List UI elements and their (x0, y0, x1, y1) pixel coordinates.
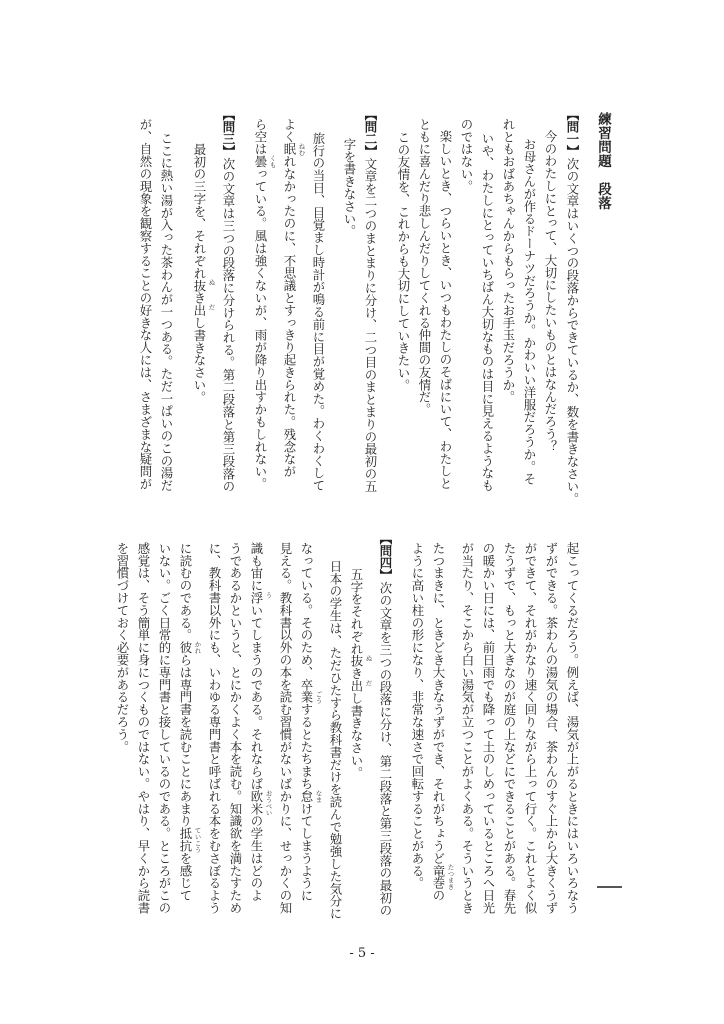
text-line (136, 542, 150, 914)
text-line (282, 118, 306, 478)
text-run: ように高い柱の形になり、非常な速さで回転することがある。 (410, 542, 425, 890)
text-run: 字を書きなさい。 (342, 138, 357, 238)
text-run: が、自然の現象を観察することの好きな人には、さまざまな疑問が (138, 118, 153, 490)
ruby-base-kanji: 眠 (282, 142, 297, 156)
question-label: 【問二】 (363, 108, 378, 158)
text-line (396, 131, 410, 391)
text-run: 見える。教科書以外の本を読む習慣がないばかりに、せっかくの知 (278, 542, 293, 914)
text-run: っている。風は強くないが、雨が降り出すかもしれない。 (253, 167, 268, 491)
text-line (253, 118, 277, 491)
ruby-base-kanji: 彼 (178, 641, 193, 654)
ruby-base-kanji: 欧米 (249, 790, 264, 815)
text-run: 感覚は、そう簡単に身につくものではない。やはり、早くから読書 (136, 542, 151, 914)
text-run: 最初の三字を、それぞれ (192, 143, 207, 280)
text-line (311, 132, 325, 492)
text-run: ら空は (253, 118, 268, 156)
text-run: なっている。そのため、卒 (299, 542, 314, 691)
text-run: 旅行の当日、目覚まし時計が鳴る前に目が覚めた。わくわくして (311, 132, 326, 492)
text-run: ともに喜んだり悲しんだりしてくれる仲間の友情だ。 (417, 118, 432, 416)
text-line (543, 130, 557, 452)
furigana: かれ (193, 641, 202, 655)
furigana: だ (364, 679, 373, 687)
text-line (417, 118, 431, 416)
text-line (342, 138, 356, 237)
text-run: の暖かい日には、前日雨でも降って土のしめっているところへ日光 (481, 542, 496, 914)
text-run: よく (282, 118, 297, 143)
ruby-base-kanji: 出 (192, 304, 207, 317)
text-line (299, 542, 323, 902)
text-line (480, 132, 494, 492)
text-run: に、教科書以外にも、いわゆる専門書と呼ばれる本をむさぼるよう (207, 542, 222, 914)
text-line (249, 542, 273, 902)
furigana: おうべい (264, 790, 273, 817)
furigana: なま (314, 790, 323, 804)
text-line (410, 542, 424, 889)
question-label: 【問四】 (378, 532, 393, 582)
text-run: の学生はどのよ (249, 814, 264, 902)
text-run: いない。ごく日常的に専門書と接しているのである。ところがこの (157, 542, 172, 914)
text-run: き (349, 667, 364, 680)
question-label: 【問一】 (565, 108, 580, 158)
text-line (178, 542, 202, 902)
page-title: 練習問題 段落 (595, 112, 611, 210)
question-prompt (363, 108, 377, 492)
ruby-base-kanji: 怠 (299, 790, 314, 803)
furigana: たつまき (446, 864, 455, 891)
text-run: のではない。 (459, 118, 474, 193)
furigana: だ (207, 304, 216, 311)
ruby-base-kanji: 浮 (249, 591, 264, 605)
furigana: ねむ (297, 142, 306, 156)
text-run: 日本の学生は、ただひたすら教科書だけを読んで勉強した気分に (328, 560, 343, 920)
ruby-base-kanji: 抜 (349, 654, 364, 668)
text-line (157, 542, 171, 914)
text-line (431, 542, 455, 902)
text-line (544, 542, 558, 914)
text-run: 識も宙に (249, 542, 264, 592)
text-run: し書きなさい。 (349, 692, 364, 779)
text-line (460, 542, 474, 914)
page-number: - 5 - (349, 946, 375, 961)
question-prompt (565, 108, 579, 505)
text-line (502, 542, 516, 914)
text-run: たうずで、もっと大きなのが庭の上などにできることがある。春先 (502, 542, 517, 914)
furigana: ぬ (207, 279, 216, 286)
text-run: を習慣づけておく必要があるだろう。 (115, 542, 130, 753)
text-run: らは専門書を読むことにあまり (178, 653, 193, 828)
text-run: が当たり、そこから白い湯気が立つことがよくある。そういうとき (460, 542, 475, 914)
text-line (328, 560, 342, 920)
text-run: 次の文章はいくつの段落からできているか、数を書きなさい。 (565, 157, 580, 505)
text-line (138, 118, 152, 490)
furigana: う (264, 591, 273, 599)
text-run: この友情を、これからも大切にしていきたい。 (396, 131, 411, 392)
ruby-base-kanji: 曇 (253, 155, 268, 168)
text-line (522, 138, 536, 485)
text-run: 起こってくるだろう。例えば、湯気が上がるときにはいろいろなう (565, 542, 580, 914)
text-run: ができて、それがかなり速く回りながら上って行く。これとよく似 (523, 542, 538, 914)
text-run: の (431, 889, 446, 902)
text-run: たつまきに、ときどき大きなうずができ、それがちょうど (431, 542, 446, 865)
text-run: うであるかというと、とにかくよく本を読む。知識欲を満たすため (228, 542, 243, 914)
text-line (159, 132, 173, 492)
furigana: ぬ (364, 654, 373, 662)
text-run: れともおばあちゃんからもらったお手玉だろうか。 (501, 118, 516, 404)
furigana: くも (268, 155, 277, 169)
text-line (459, 118, 473, 192)
text-line (115, 542, 129, 753)
ruby-base-kanji: 抜 (192, 279, 207, 292)
text-run: 今のわたしにとって、大切にしたいものとはなんだろう？ (543, 130, 558, 453)
text-run: お母さんが作るドーナツだろうか。かわいい洋服だろうか。そ (522, 138, 537, 486)
text-line (565, 542, 579, 914)
text-run: を感じて (178, 852, 193, 902)
text-run: 次の文章は三つの段落に分けられる。第二段落と第三段落の (221, 157, 236, 493)
ruby-base-kanji: 業 (299, 690, 314, 704)
text-line (228, 542, 242, 914)
text-run: するとたちまち (299, 703, 314, 791)
text-run: ずができる。茶わんの湯気の場合、茶わんのすぐ上から大きくうず (544, 542, 559, 914)
furigana: ごう (314, 690, 323, 704)
text-run: 文章を二つのまとまりに分け、二つ目のまとまりの最初の五 (363, 157, 378, 493)
text-line (278, 542, 292, 914)
text-run: けてしまうように (299, 802, 314, 902)
text-run: 五字をそれぞれ (349, 568, 364, 655)
question-prompt (378, 532, 392, 916)
ruby-base-kanji: 竜巻 (431, 864, 446, 890)
question-prompt (221, 108, 235, 492)
text-run: 楽しいとき、つらいとき、いつもわたしのそばにいて、わたしと (438, 130, 453, 490)
text-run: れなかったのに、不思議とすっきり起きられた。残念なが (282, 155, 297, 478)
text-run: ここに熱い湯が入った茶わんが一つある。ただ一ぱいのこの湯だ (159, 132, 174, 492)
text-run: し書きなさい。 (192, 316, 207, 404)
text-run: に読むのである。 (178, 542, 193, 642)
ruby-base-kanji: 抵抗 (178, 827, 193, 853)
text-line (349, 568, 373, 779)
furigana: ていこう (193, 827, 202, 854)
text-line (207, 542, 221, 914)
text-line (523, 542, 537, 914)
text-run: き (192, 291, 207, 305)
margin-rule (597, 886, 622, 888)
text-run: いてしまうのである。それならば (249, 604, 264, 791)
text-line (501, 118, 515, 403)
text-line (481, 542, 495, 914)
text-line (192, 143, 216, 404)
ruby-base-kanji: 出 (349, 679, 364, 693)
text-run: いや、わたしにとっていちばん大切なものは目に見えるようなも (480, 132, 495, 492)
text-run: 次の文章を三つの段落に分け、第二段落と第三段落の最初の (378, 581, 393, 917)
question-label: 【問三】 (221, 108, 236, 158)
text-line (438, 130, 452, 490)
